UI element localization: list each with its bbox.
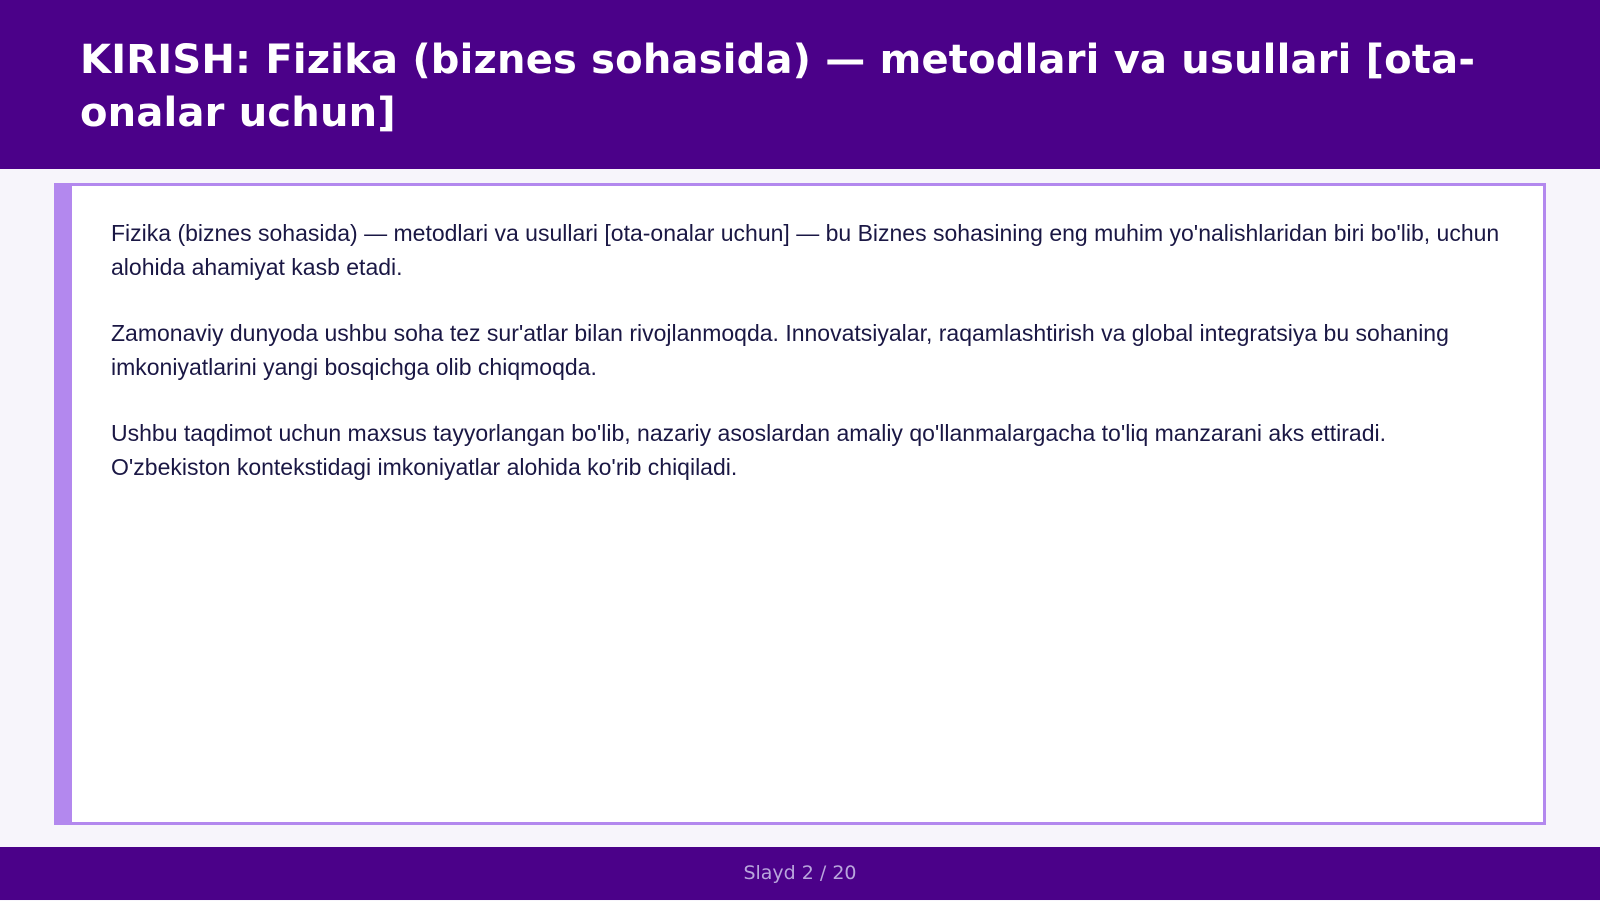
paragraph-presentation-scope: Ushbu taqdimot uchun maxsus tayyorlangan bo'lib, nazariy asoslardan amaliy qo'llanmalargacha to'liq manzarani aks ettiradi. O'zbekiston kontekstidagi imkoniyatlar alohida ko'rib chiqiladi. xyxy=(111,420,1387,480)
paragraph-modern-world: Zamonaviy dunyoda ushbu soha tez sur'atlar bilan rivojlanmoqda. Innovatsiyalar, raqamlashtirish va global integratsiya bu sohaning imkoniyatlarini yangi bosqichga olib chiqmoqda. xyxy=(111,320,1449,380)
paragraph-intro: Fizika (biznes sohasida) — metodlari va usullari [ota-onalar uchun] — bu Biznes sohasining eng muhim yo'nalishlaridan biri bo'lib, uchun alohida ahamiyat kasb etadi. xyxy=(111,220,1500,280)
slide-footer xyxy=(0,847,1600,900)
content-body xyxy=(111,216,1511,516)
slide-counter: Slayd 2 / 20 xyxy=(743,862,857,884)
slide-header xyxy=(0,0,1600,169)
slide-title: KIRISH: Fizika (biznes sohasida) — metodlari va usullari [ota-onalar uchun] xyxy=(80,37,1476,136)
content-card xyxy=(54,183,1546,825)
